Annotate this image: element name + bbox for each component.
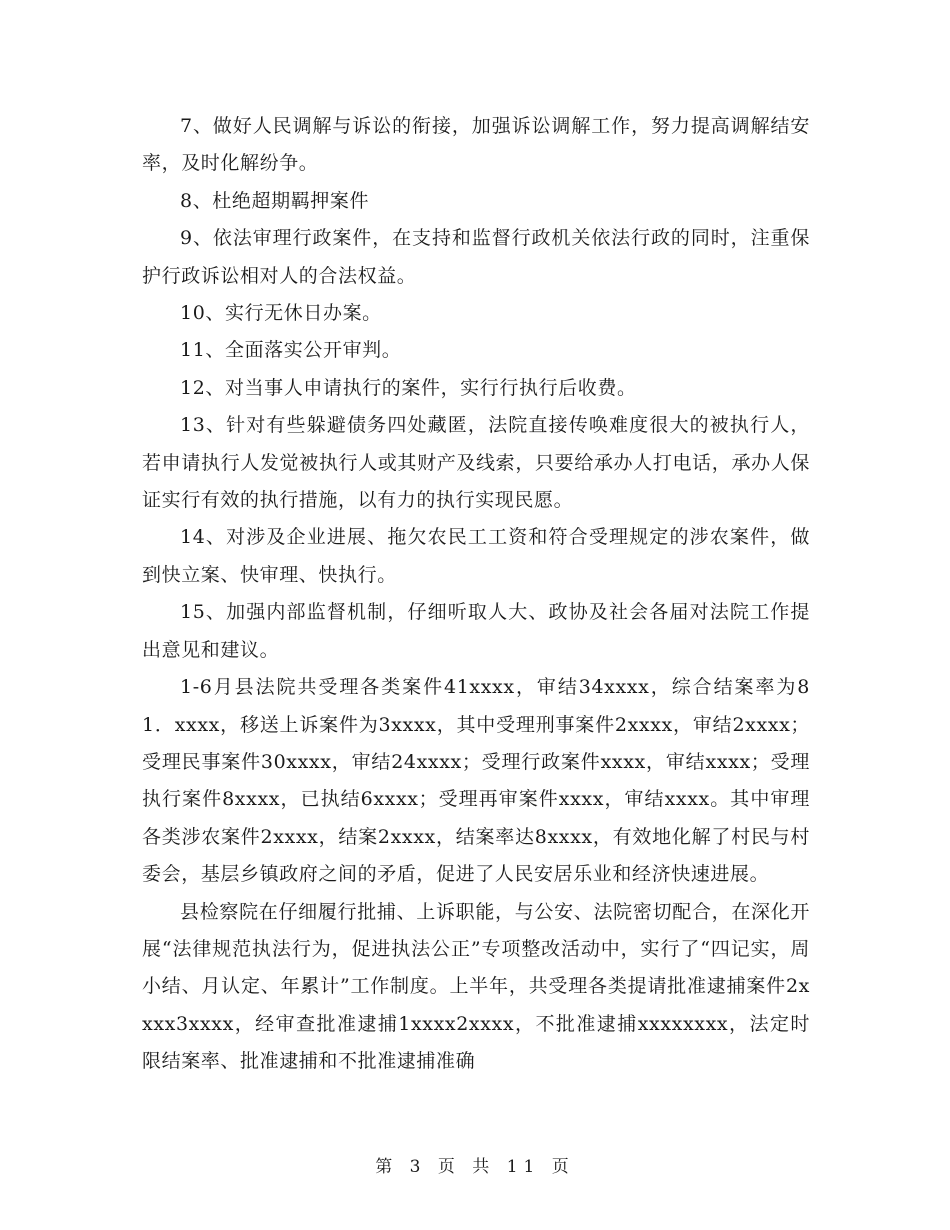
paragraph-item-7: 7、做好人民调解与诉讼的衔接，加强诉讼调解工作，努力提高调解结安率，及时化解纷争。	[142, 115, 810, 175]
paragraph-item-12: 12、对当事人申请执行的案件，实行行执行后收费。	[180, 376, 637, 399]
paragraph-item-11: 11、全面落实公开审判。	[180, 339, 402, 362]
page-number-footer: 第 3 页 共 11 页	[375, 1157, 575, 1177]
paragraph-item-10: 10、实行无休日办案。	[180, 302, 382, 325]
paragraph-item-13: 13、针对有些躲避债务四处藏匿，法院直接传唤难度很大的被执行人，若申请执行人发觉被执行人或其财产及线索，只要给承办人打电话，承办人保证实行有效的执行措施，以有力的执行实现民愿。	[142, 414, 810, 512]
procuratorate-paragraph: 县检察院在仔细履行批捕、上诉职能，与公安、法院密切配合，在深化开展“法律规范执法行为，促进执法公正”专项整改活动中，实行了“四记实，周小结、月认定、年累计”工作制度。上半年，共受理各类提请批准逮捕案件2xxxx3xxxx，经审查批准逮捕1xxxx2xxxx，不批准逮捕xxxxxxxx，法定时限结案率、批准逮捕和不批准逮捕准确	[142, 900, 810, 1073]
paragraph-item-8: 8、杜绝超期羁押案件	[180, 189, 370, 212]
paragraph-item-15: 15、加强内部监督机制，仔细听取人大、政协及社会各届对法院工作提出意见和建议。	[142, 601, 810, 661]
paragraph-item-9: 9、依法审理行政案件，在支持和监督行政机关依法行政的同时，注重保护行政诉讼相对人的合法权益。	[142, 227, 810, 287]
paragraph-item-14: 14、对涉及企业进展、拖欠农民工工资和符合受理规定的涉农案件，做到快立案、快审理、快执行。	[142, 526, 810, 586]
document-body	[142, 108, 810, 1081]
court-statistics-paragraph: 1-6月县法院共受理各类案件41xxxx，审结34xxxx，综合结案率为81．xxxx，移送上诉案件为3xxxx，其中受理刑事案件2xxxx，审结2xxxx；受理民事案件30xxxx，审结24xxxx；受理行政案件xxxx，审结xxxx；受理执行案件8xxxx，已执结6xxxx；受理再审案件xxxx，审结xxxx。其中审理各类涉农案件2xxxx，结案2xxxx，结案率达8xxxx，有效地化解了村民与村委会，基层乡镇政府之间的矛盾，促进了人民安居乐业和经济快速进展。	[142, 676, 810, 886]
